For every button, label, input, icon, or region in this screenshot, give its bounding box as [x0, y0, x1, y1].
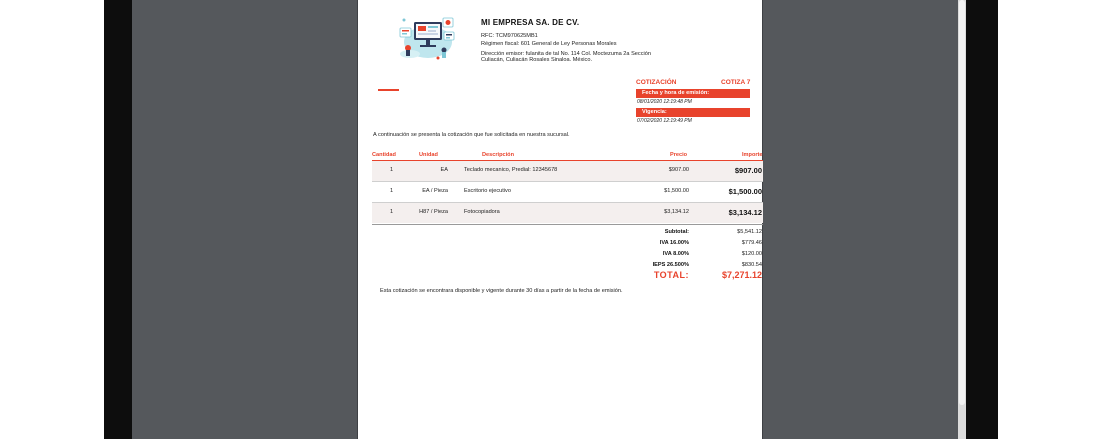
row-quantity: 1	[390, 167, 394, 173]
accent-divider	[378, 89, 399, 91]
row-amount: $907.00	[734, 166, 762, 175]
table-bottom-rule	[372, 224, 763, 225]
column-header-descripcion: Descripción	[482, 152, 515, 158]
scrollbar-thumb[interactable]	[959, 0, 965, 405]
row-description: Teclado mecanico, Predial: 12345678	[464, 167, 558, 173]
validity-note: Esta cotización se encontrara disponible y vigente durante 30 días a partir de la fecha de emisión.	[380, 288, 623, 294]
screen-bezel-left	[0, 0, 104, 439]
ieps-value: $830.54	[741, 262, 762, 268]
company-tax-regime: Régimen fiscal: 601 General de Ley Personas Morales	[481, 41, 617, 47]
total-value: $7,271.12	[721, 270, 762, 280]
row-price: $3,134.12	[664, 209, 689, 215]
table-row	[372, 203, 763, 223]
screen-bezel-left-dark	[104, 0, 132, 439]
quote-number: COTIZA 7	[721, 79, 751, 86]
emission-date-value: 08/01/2020 12:19:48 PM	[637, 99, 692, 105]
column-header-importe: Importe	[742, 152, 763, 158]
table-row	[372, 161, 763, 181]
column-header-unidad: Unidad	[419, 152, 438, 158]
company-address-line-2: Culiacán, Culiacán Rosales Sinaloa. México.	[481, 57, 592, 63]
row-description: Fotocopiadora	[464, 209, 500, 215]
screen-bezel-right	[998, 0, 1100, 439]
company-name: MI EMPRESA SA. DE CV.	[481, 18, 580, 27]
row-unit: EA / Pieza	[422, 188, 448, 194]
company-logo-illustration-icon	[394, 12, 458, 64]
row-unit: EA	[440, 167, 448, 173]
company-rfc: RFC: TCM970625MB1	[481, 33, 538, 39]
row-price: $1,500.00	[664, 188, 689, 194]
iva8-label: IVA 8.00%	[662, 251, 689, 257]
quote-document-page	[357, 0, 763, 439]
screen-bezel-right-dark	[966, 0, 998, 439]
company-address-line-1: Dirección emisor: fulanita de tal No. 114 Col. Moctezuma 2a Sección	[481, 51, 651, 57]
quote-label: COTIZACIÓN	[636, 79, 677, 86]
iva16-value: $779.46	[741, 240, 762, 246]
row-amount: $3,134.12	[728, 208, 762, 217]
subtotal-label: Subtotal:	[664, 229, 689, 235]
row-amount: $1,500.00	[728, 187, 762, 196]
ieps-label: IEPS 26.500%	[652, 262, 689, 268]
intro-text: A continuación se presenta la cotización que fue solicitada en nuestra sucursal.	[373, 132, 570, 138]
validity-label: Vigencia:	[636, 108, 750, 117]
total-label: TOTAL:	[653, 270, 689, 280]
emission-date-label: Fecha y hora de emisión:	[636, 89, 750, 98]
iva16-label: IVA 16.00%	[659, 240, 689, 246]
column-header-precio: Precio	[670, 152, 688, 158]
iva8-value: $120.00	[741, 251, 762, 257]
row-quantity: 1	[390, 188, 394, 194]
row-description: Escritorio ejecutivo	[464, 188, 511, 194]
column-header-cantidad: Cantidad	[372, 152, 396, 158]
row-price: $907.00	[668, 167, 689, 173]
validity-date-value: 07/02/2020 12:19:49 PM	[637, 118, 692, 124]
table-row	[372, 182, 763, 202]
row-unit: H87 / Pieza	[419, 209, 448, 215]
row-quantity: 1	[390, 209, 394, 215]
subtotal-value: $5,541.12	[737, 229, 762, 235]
